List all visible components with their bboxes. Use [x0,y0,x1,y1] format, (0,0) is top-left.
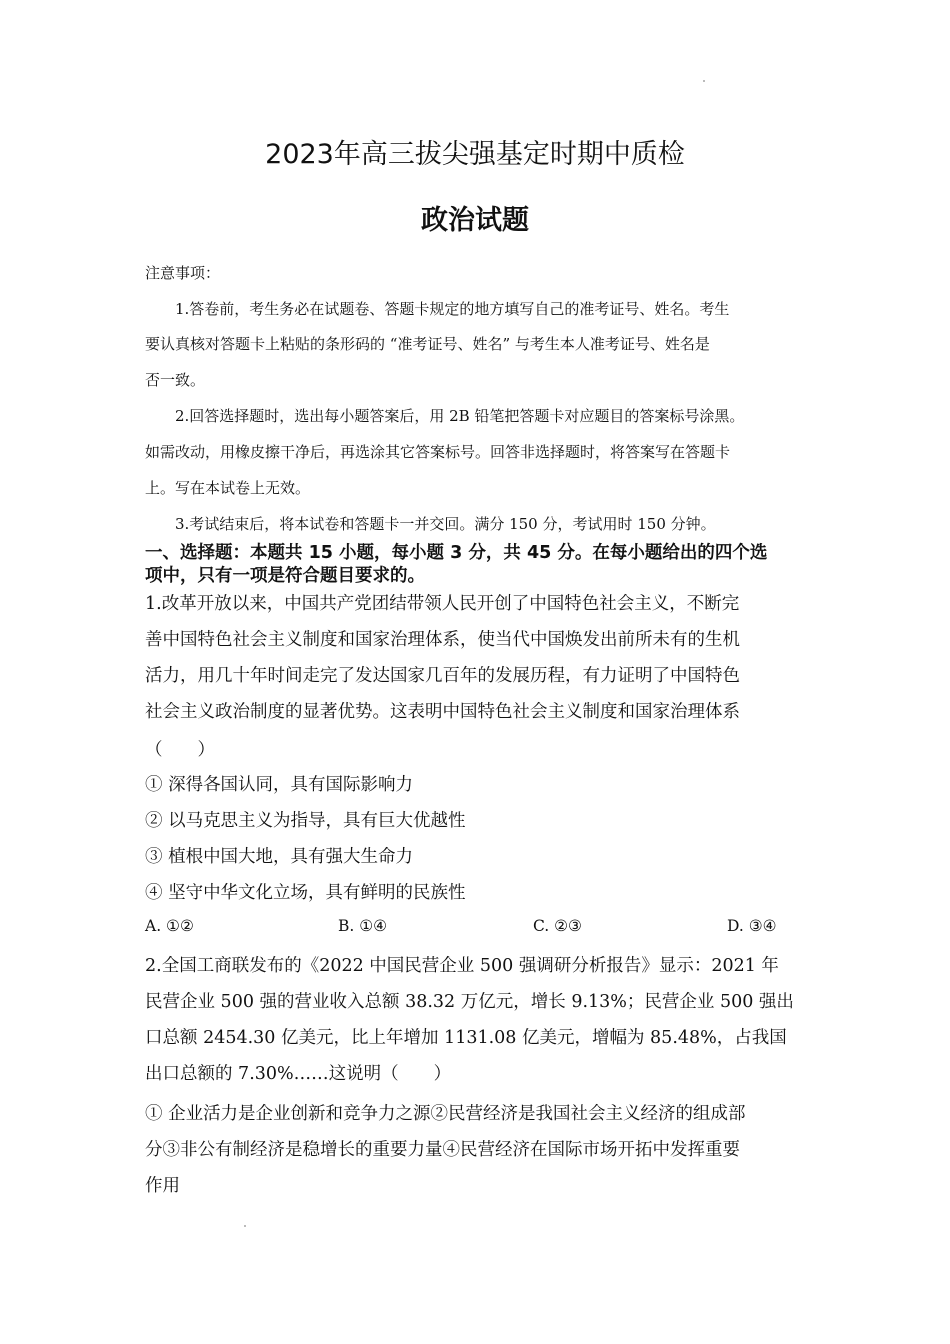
notice-line: 否一致。 [145,371,206,389]
notice-line: 3.考试结束后，将本试卷和答题卡一并交回。满分 150 分，考试用时 150 分钟。 [175,515,716,533]
q2-stem-line: 2.全国工商联发布的《2022 中国民营企业 500 强调研分析报告》显示：2021 年 [145,956,779,976]
q2-stem-line: 民营企业 500 强的营业收入总额 38.32 万亿元，增长 9.13%；民营企业 500 强出 [145,992,794,1012]
q1-answer-bracket: （ ） [145,740,215,760]
q2-stem-line: 出口总额的 7.30%……这说明（ ） [145,1064,452,1084]
q1-stem-line: 1.改革开放以来，中国共产党团结带领人民开创了中国特色社会主义，不断完 [145,594,740,614]
exam-subtitle: 政治试题 [421,205,529,236]
scan-dot [244,1225,246,1227]
section-heading: 一、选择题：本题共 15 小题，每小题 3 分，共 45 分。在每小题给出的四个选 [145,543,768,563]
notice-line: 2.回答选择题时，选出每小题答案后，用 2B 铅笔把答题卡对应题目的答案标号涂黑。 [175,407,745,425]
q1-stem-line: 善中国特色社会主义制度和国家治理体系，使当代中国焕发出前所未有的生机 [145,630,740,650]
q1-item: ① 深得各国认同，具有国际影响力 [145,775,414,795]
q2-stem-line: 口总额 2454.30 亿美元，比上年增加 1131.08 亿美元，增幅为 85.48%，占我国 [145,1028,787,1048]
q1-option-d: D. ③④ [727,917,777,935]
exam-title: 2023年高三拔尖强基定时期中质检 [265,139,685,170]
notice-line: 上。写在本试卷上无效。 [145,479,311,497]
scan-dot [703,80,705,82]
section-heading: 项中，只有一项是符合题目要求的。 [145,566,425,586]
q1-option-c: C. ②③ [533,917,582,935]
notice-line: 要认真核对答题卡上粘贴的条形码的 “准考证号、姓名” 与考生本人准考证号、姓名是 [145,335,710,353]
q1-stem-line: 社会主义政治制度的显著优势。这表明中国特色社会主义制度和国家治理体系 [145,702,740,722]
q2-item: ① 企业活力是企业创新和竞争力之源②民营经济是我国社会主义经济的组成部 [145,1104,746,1124]
q1-item: ③ 植根中国大地，具有强大生命力 [145,847,414,867]
q1-stem-line: 活力，用几十年时间走完了发达国家几百年的发展历程，有力证明了中国特色 [145,666,740,686]
q1-item: ④ 坚守中华文化立场，具有鲜明的民族性 [145,883,466,903]
notice-line: 如需改动，用橡皮擦干净后，再选涂其它答案标号。回答非选择题时，将答案写在答题卡 [145,443,731,461]
q1-option-b: B. ①④ [338,917,388,935]
q1-item: ② 以马克思主义为指导，具有巨大优越性 [145,811,466,831]
notice-line: 1.答卷前，考生务必在试题卷、答题卡规定的地方填写自己的准考证号、姓名。考生 [175,300,730,318]
q2-item: 作用 [145,1176,180,1196]
q1-option-a: A. ①② [145,917,194,935]
notice-heading: 注意事项： [145,264,221,282]
q2-item: 分③非公有制经济是稳增长的重要力量④民营经济在国际市场开拓中发挥重要 [145,1140,740,1160]
